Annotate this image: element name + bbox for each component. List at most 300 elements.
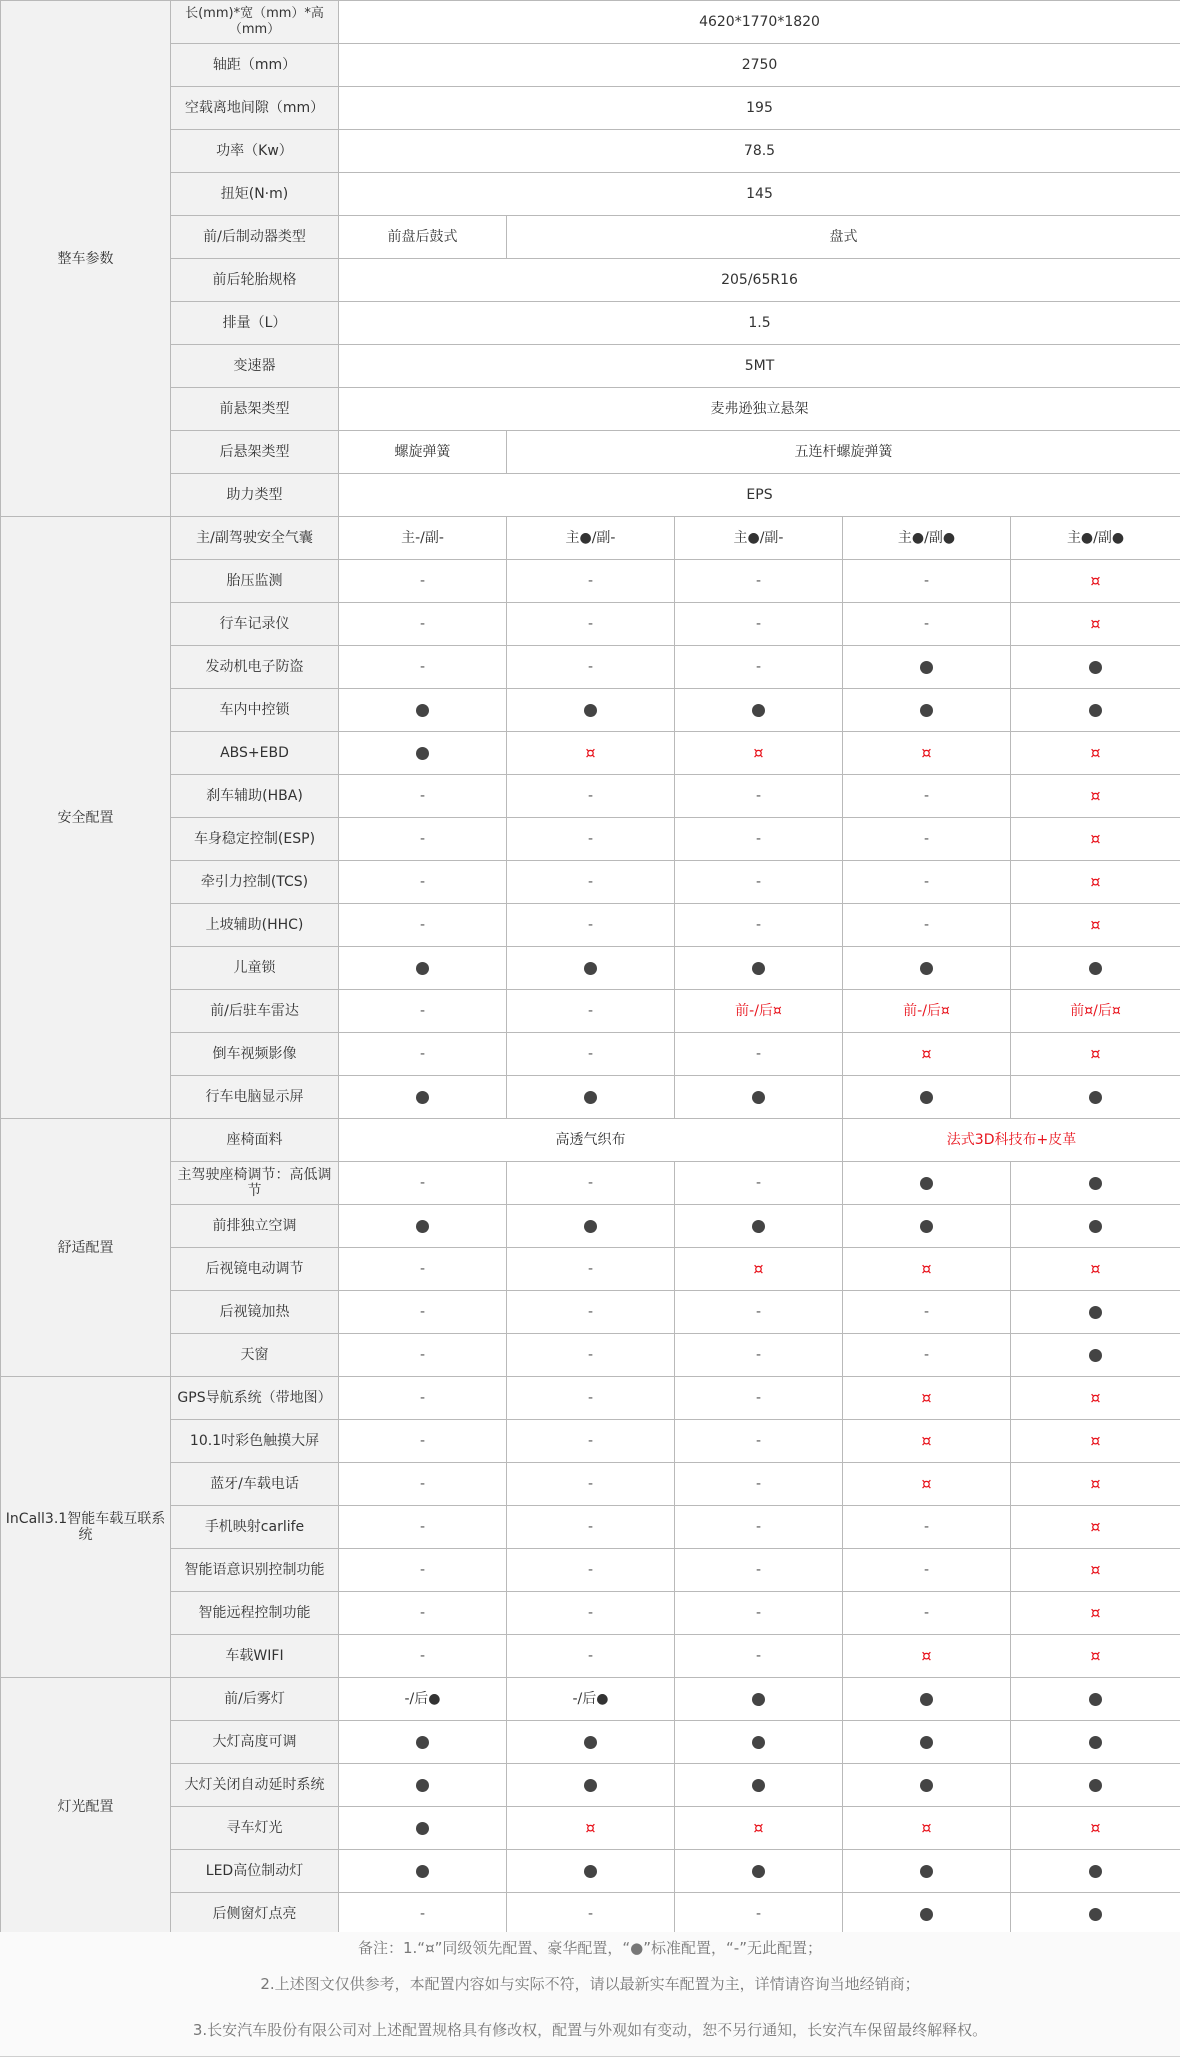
value-cell (507, 990, 675, 1033)
value-cell (1011, 1549, 1180, 1592)
none-mark: - (756, 1648, 761, 1664)
value-cell (675, 1162, 843, 1205)
optional-mark: ¤ (921, 1259, 931, 1278)
value-text: 4620*1770*1820 (699, 14, 820, 30)
note-legend: 备注：1.“¤”同级领先配置、豪华配置，“●”标准配置，“-”无此配置； (0, 1932, 1180, 1965)
value-cell (1011, 1678, 1180, 1721)
feature-label: 后悬架类型 (171, 431, 339, 474)
standard-dot-icon (752, 704, 765, 717)
standard-dot-icon (920, 661, 933, 674)
value-cell (1011, 1076, 1180, 1119)
none-mark: - (420, 1003, 425, 1019)
none-mark: - (420, 1347, 425, 1363)
standard-dot-icon (1089, 1306, 1102, 1319)
value-cell (339, 1033, 507, 1076)
none-mark: - (756, 573, 761, 589)
feature-label: 后侧窗灯点亮 (171, 1893, 339, 1936)
optional-mark: ¤ (1090, 1431, 1100, 1450)
none-mark: - (756, 659, 761, 675)
value-cell (843, 1033, 1011, 1076)
feature-label: 上坡辅助(HHC) (171, 904, 339, 947)
feature-label: 行车电脑显示屏 (171, 1076, 339, 1119)
value-cell (843, 1635, 1011, 1678)
group-label: 安全配置 (1, 517, 171, 1119)
value-cell (507, 904, 675, 947)
value-cell (843, 1549, 1011, 1592)
feature-label: 车内中控锁 (171, 689, 339, 732)
table-row (1, 517, 1180, 560)
feature-label: 主/副驾驶安全气囊 (171, 517, 339, 560)
value-text: 2750 (742, 57, 778, 73)
none-mark: - (756, 1476, 761, 1492)
value-cell (339, 44, 1180, 87)
value-cell (1011, 603, 1180, 646)
none-mark: - (924, 1562, 929, 1578)
feature-label: 轴距（mm） (171, 44, 339, 87)
none-mark: - (588, 1304, 593, 1320)
table-row (1, 216, 1180, 259)
optional-mark: ¤ (921, 1044, 931, 1063)
none-mark: - (588, 1390, 593, 1406)
feature-label: 车身稳定控制(ESP) (171, 818, 339, 861)
value-cell (675, 1807, 843, 1850)
none-mark: - (420, 1906, 425, 1922)
value-cell (339, 1205, 507, 1248)
value-cell (507, 818, 675, 861)
value-cell (507, 1592, 675, 1635)
none-mark: - (588, 1175, 593, 1191)
table-row (1, 388, 1180, 431)
value-cell (675, 1721, 843, 1764)
value-cell (339, 560, 507, 603)
none-mark: - (588, 831, 593, 847)
none-mark: - (924, 1347, 929, 1363)
value-cell (339, 990, 507, 1033)
standard-dot-icon (1089, 1736, 1102, 1749)
value-cell (675, 1248, 843, 1291)
standard-dot-icon (1089, 1908, 1102, 1921)
value-cell (675, 1205, 843, 1248)
table-row (1, 1205, 1180, 1248)
standard-dot-icon (920, 1693, 933, 1706)
table-row (1, 1463, 1180, 1506)
standard-dot-icon (416, 1865, 429, 1878)
standard-dot-icon (752, 1693, 765, 1706)
standard-dot-icon (920, 704, 933, 717)
value-cell (1011, 1463, 1180, 1506)
value-cell (507, 646, 675, 689)
value-cell (339, 1334, 507, 1377)
value-text: 高透气织布 (556, 1132, 626, 1148)
value-cell (1011, 1420, 1180, 1463)
value-text: 主●/副- (734, 530, 784, 546)
standard-dot-icon (584, 1220, 597, 1233)
value-cell (339, 1162, 507, 1205)
feature-label: 前/后雾灯 (171, 1678, 339, 1721)
value-cell (675, 1893, 843, 1936)
value-cell (507, 603, 675, 646)
feature-label: 儿童锁 (171, 947, 339, 990)
feature-label: 胎压监测 (171, 560, 339, 603)
value-cell (843, 775, 1011, 818)
value-cell (507, 517, 675, 560)
feature-label: 空载离地间隙（mm） (171, 87, 339, 130)
feature-label: 智能语意识别控制功能 (171, 1549, 339, 1592)
table-row (1, 1592, 1180, 1635)
value-cell (339, 818, 507, 861)
standard-dot-icon (1089, 1220, 1102, 1233)
value-text: 螺旋弹簧 (395, 444, 451, 460)
none-mark: - (588, 616, 593, 632)
standard-dot-icon (752, 1779, 765, 1792)
optional-mark: ¤ (1090, 915, 1100, 934)
standard-dot-icon (416, 1736, 429, 1749)
none-mark: - (756, 1046, 761, 1062)
value-cell (1011, 1764, 1180, 1807)
value-cell (339, 216, 507, 259)
optional-mark: ¤ (921, 1388, 931, 1407)
value-cell (339, 1463, 507, 1506)
standard-dot-icon (1089, 1779, 1102, 1792)
value-cell (843, 1678, 1011, 1721)
standard-dot-icon (584, 704, 597, 717)
value-cell (1011, 517, 1180, 560)
optional-mark: ¤ (1090, 1259, 1100, 1278)
value-cell (507, 431, 1180, 474)
value-cell (339, 947, 507, 990)
none-mark: - (420, 616, 425, 632)
value-cell (843, 1506, 1011, 1549)
none-mark: - (420, 1304, 425, 1320)
group-label: InCall3.1智能车载互联系统 (1, 1377, 171, 1678)
value-cell (843, 904, 1011, 947)
none-mark: - (588, 1605, 593, 1621)
value-text: 主●/副● (898, 530, 955, 546)
feature-label: 扭矩(N·m) (171, 173, 339, 216)
value-cell (675, 1635, 843, 1678)
optional-mark: ¤ (1090, 786, 1100, 805)
value-cell (1011, 1592, 1180, 1635)
value-cell (339, 1076, 507, 1119)
value-text: 麦弗逊独立悬架 (711, 401, 809, 417)
table-row (1, 173, 1180, 216)
value-cell (1011, 646, 1180, 689)
table-row (1, 775, 1180, 818)
value-cell (1011, 818, 1180, 861)
none-mark: - (420, 1433, 425, 1449)
standard-dot-icon (584, 1779, 597, 1792)
none-mark: - (588, 1648, 593, 1664)
value-cell (843, 1162, 1011, 1205)
value-cell (1011, 1893, 1180, 1936)
table-row (1, 818, 1180, 861)
table-row (1, 1549, 1180, 1592)
none-mark: - (756, 1562, 761, 1578)
value-cell (507, 1807, 675, 1850)
value-cell (507, 1162, 675, 1205)
table-row (1, 603, 1180, 646)
none-mark: - (756, 1304, 761, 1320)
feature-label: 前/后制动器类型 (171, 216, 339, 259)
value-cell (1011, 990, 1180, 1033)
none-mark: - (756, 1433, 761, 1449)
value-cell (1011, 732, 1180, 775)
feature-label: 蓝牙/车载电话 (171, 1463, 339, 1506)
value-text: 前盘后鼓式 (388, 229, 458, 245)
value-cell (339, 1, 1180, 44)
standard-dot-icon (416, 1822, 429, 1835)
none-mark: - (588, 788, 593, 804)
table-row (1, 947, 1180, 990)
optional-mark: ¤ (921, 1646, 931, 1665)
value-cell (339, 646, 507, 689)
none-mark: - (756, 1605, 761, 1621)
standard-dot-icon (920, 1736, 933, 1749)
value-cell (675, 689, 843, 732)
feature-label: 座椅面料 (171, 1119, 339, 1162)
standard-dot-icon (920, 1091, 933, 1104)
value-text: 五连杆螺旋弹簧 (795, 444, 893, 460)
none-mark: - (420, 1605, 425, 1621)
standard-dot-icon (752, 1736, 765, 1749)
none-mark: - (924, 917, 929, 933)
value-cell (675, 947, 843, 990)
value-cell (1011, 689, 1180, 732)
none-mark: - (756, 1519, 761, 1535)
value-cell (507, 1033, 675, 1076)
value-cell (507, 1291, 675, 1334)
none-mark: - (924, 788, 929, 804)
feature-label: 天窗 (171, 1334, 339, 1377)
standard-dot-icon (584, 1091, 597, 1104)
value-cell (339, 431, 507, 474)
value-cell (507, 1549, 675, 1592)
value-cell (843, 1076, 1011, 1119)
value-cell (843, 1463, 1011, 1506)
value-text: -/后● (573, 1691, 609, 1707)
value-cell (1011, 947, 1180, 990)
feature-label: 变速器 (171, 345, 339, 388)
group-label: 整车参数 (1, 1, 171, 517)
optional-mark: ¤ (1090, 1603, 1100, 1622)
feature-label: LED高位制动灯 (171, 1850, 339, 1893)
feature-label: 前后轮胎规格 (171, 259, 339, 302)
none-mark: - (420, 1519, 425, 1535)
table-row (1, 1076, 1180, 1119)
optional-mark: ¤ (1090, 1044, 1100, 1063)
value-cell (843, 1764, 1011, 1807)
table-row (1, 431, 1180, 474)
value-text: 法式3D科技布+皮革 (947, 1132, 1076, 1148)
table-row (1, 689, 1180, 732)
optional-mark: ¤ (1090, 1388, 1100, 1407)
standard-dot-icon (416, 747, 429, 760)
standard-dot-icon (1089, 1865, 1102, 1878)
feature-label: 大灯高度可调 (171, 1721, 339, 1764)
optional-mark: ¤ (753, 1259, 763, 1278)
value-cell (675, 990, 843, 1033)
value-text: 195 (746, 100, 773, 116)
value-cell (843, 1248, 1011, 1291)
feature-label: 手机映射carlife (171, 1506, 339, 1549)
table-row (1, 302, 1180, 345)
value-cell (1011, 1850, 1180, 1893)
value-cell (675, 775, 843, 818)
feature-label: 排量（L） (171, 302, 339, 345)
none-mark: - (420, 659, 425, 675)
value-cell (675, 603, 843, 646)
value-cell (1011, 1635, 1180, 1678)
value-cell (507, 1678, 675, 1721)
value-cell (339, 603, 507, 646)
standard-dot-icon (584, 1865, 597, 1878)
value-cell (675, 861, 843, 904)
value-cell (339, 775, 507, 818)
table-row (1, 1764, 1180, 1807)
value-cell (843, 1893, 1011, 1936)
value-cell (675, 517, 843, 560)
note-disclaimer: 2.上述图文仅供参考，本配置内容如与实际不符，请以最新实车配置为主，详情请咨询当地经销商； (0, 1964, 1180, 2005)
value-cell (507, 1893, 675, 1936)
none-mark: - (924, 1605, 929, 1621)
value-cell (675, 1850, 843, 1893)
table-row (1, 1033, 1180, 1076)
value-cell (507, 947, 675, 990)
value-cell (339, 302, 1180, 345)
value-cell (843, 517, 1011, 560)
value-cell (843, 861, 1011, 904)
none-mark: - (420, 1648, 425, 1664)
none-mark: - (588, 1476, 593, 1492)
table-row (1, 990, 1180, 1033)
table-row (1, 1291, 1180, 1334)
table-row (1, 130, 1180, 173)
optional-mark: ¤ (921, 1431, 931, 1450)
value-cell (507, 689, 675, 732)
standard-dot-icon (416, 962, 429, 975)
value-text: 主●/副● (1067, 530, 1124, 546)
optional-mark: ¤ (921, 1474, 931, 1493)
none-mark: - (420, 831, 425, 847)
value-cell (1011, 861, 1180, 904)
table-row (1, 1162, 1180, 1205)
value-cell (1011, 1721, 1180, 1764)
value-cell (339, 1764, 507, 1807)
table-row (1, 1893, 1180, 1936)
table-row (1, 44, 1180, 87)
feature-label: 主驾驶座椅调节：高低调节 (171, 1162, 339, 1205)
value-text: 前¤/后¤ (1070, 1003, 1121, 1019)
standard-dot-icon (416, 1779, 429, 1792)
standard-dot-icon (752, 1091, 765, 1104)
value-cell (339, 474, 1180, 517)
none-mark: - (588, 874, 593, 890)
table-row (1, 1678, 1180, 1721)
none-mark: - (588, 1261, 593, 1277)
none-mark: - (756, 874, 761, 890)
value-cell (339, 87, 1180, 130)
value-text: 前-/后¤ (735, 1003, 782, 1019)
value-cell (1011, 1162, 1180, 1205)
value-cell (507, 560, 675, 603)
standard-dot-icon (752, 962, 765, 975)
value-text: 盘式 (830, 229, 858, 245)
value-cell (507, 1205, 675, 1248)
value-cell (339, 1549, 507, 1592)
value-cell (843, 1721, 1011, 1764)
value-cell (843, 646, 1011, 689)
feature-label: 车载WIFI (171, 1635, 339, 1678)
value-cell (339, 1678, 507, 1721)
none-mark: - (420, 1390, 425, 1406)
value-cell (507, 1420, 675, 1463)
feature-label: 行车记录仪 (171, 603, 339, 646)
standard-dot-icon (752, 1865, 765, 1878)
value-cell (339, 732, 507, 775)
value-text: -/后● (405, 1691, 441, 1707)
value-cell (675, 1334, 843, 1377)
value-cell (675, 646, 843, 689)
value-cell (339, 1119, 843, 1162)
value-cell (339, 1850, 507, 1893)
optional-mark: ¤ (1090, 872, 1100, 891)
value-text: 5MT (745, 358, 775, 374)
none-mark: - (588, 1562, 593, 1578)
feature-label: 长(mm)*宽（mm）*高（mm） (171, 1, 339, 44)
standard-dot-icon (416, 1220, 429, 1233)
none-mark: - (756, 917, 761, 933)
value-text: 145 (746, 186, 773, 202)
optional-mark: ¤ (585, 1818, 595, 1837)
value-cell (339, 345, 1180, 388)
standard-dot-icon (1089, 704, 1102, 717)
value-cell (507, 861, 675, 904)
none-mark: - (588, 1519, 593, 1535)
value-cell (843, 732, 1011, 775)
table-row (1, 259, 1180, 302)
standard-dot-icon (1089, 1693, 1102, 1706)
table-row (1, 1721, 1180, 1764)
optional-mark: ¤ (1090, 829, 1100, 848)
value-cell (843, 1119, 1180, 1162)
value-cell (339, 259, 1180, 302)
feature-label: 发动机电子防盗 (171, 646, 339, 689)
standard-dot-icon (920, 1177, 933, 1190)
none-mark: - (756, 616, 761, 632)
value-text: EPS (746, 487, 772, 503)
feature-label: 前排独立空调 (171, 1205, 339, 1248)
none-mark: - (756, 1175, 761, 1191)
standard-dot-icon (1089, 1349, 1102, 1362)
feature-label: 前悬架类型 (171, 388, 339, 431)
none-mark: - (420, 917, 425, 933)
value-cell (1011, 1334, 1180, 1377)
value-cell (1011, 1377, 1180, 1420)
value-cell (339, 517, 507, 560)
table-row (1, 1248, 1180, 1291)
none-mark: - (924, 616, 929, 632)
standard-dot-icon (920, 1908, 933, 1921)
table-row (1, 1807, 1180, 1850)
value-cell (675, 1377, 843, 1420)
value-text: 主-/副- (401, 530, 444, 546)
value-cell (1011, 1205, 1180, 1248)
optional-mark: ¤ (753, 743, 763, 762)
value-cell (339, 1291, 507, 1334)
value-cell (843, 1592, 1011, 1635)
none-mark: - (924, 1304, 929, 1320)
optional-mark: ¤ (921, 1818, 931, 1837)
